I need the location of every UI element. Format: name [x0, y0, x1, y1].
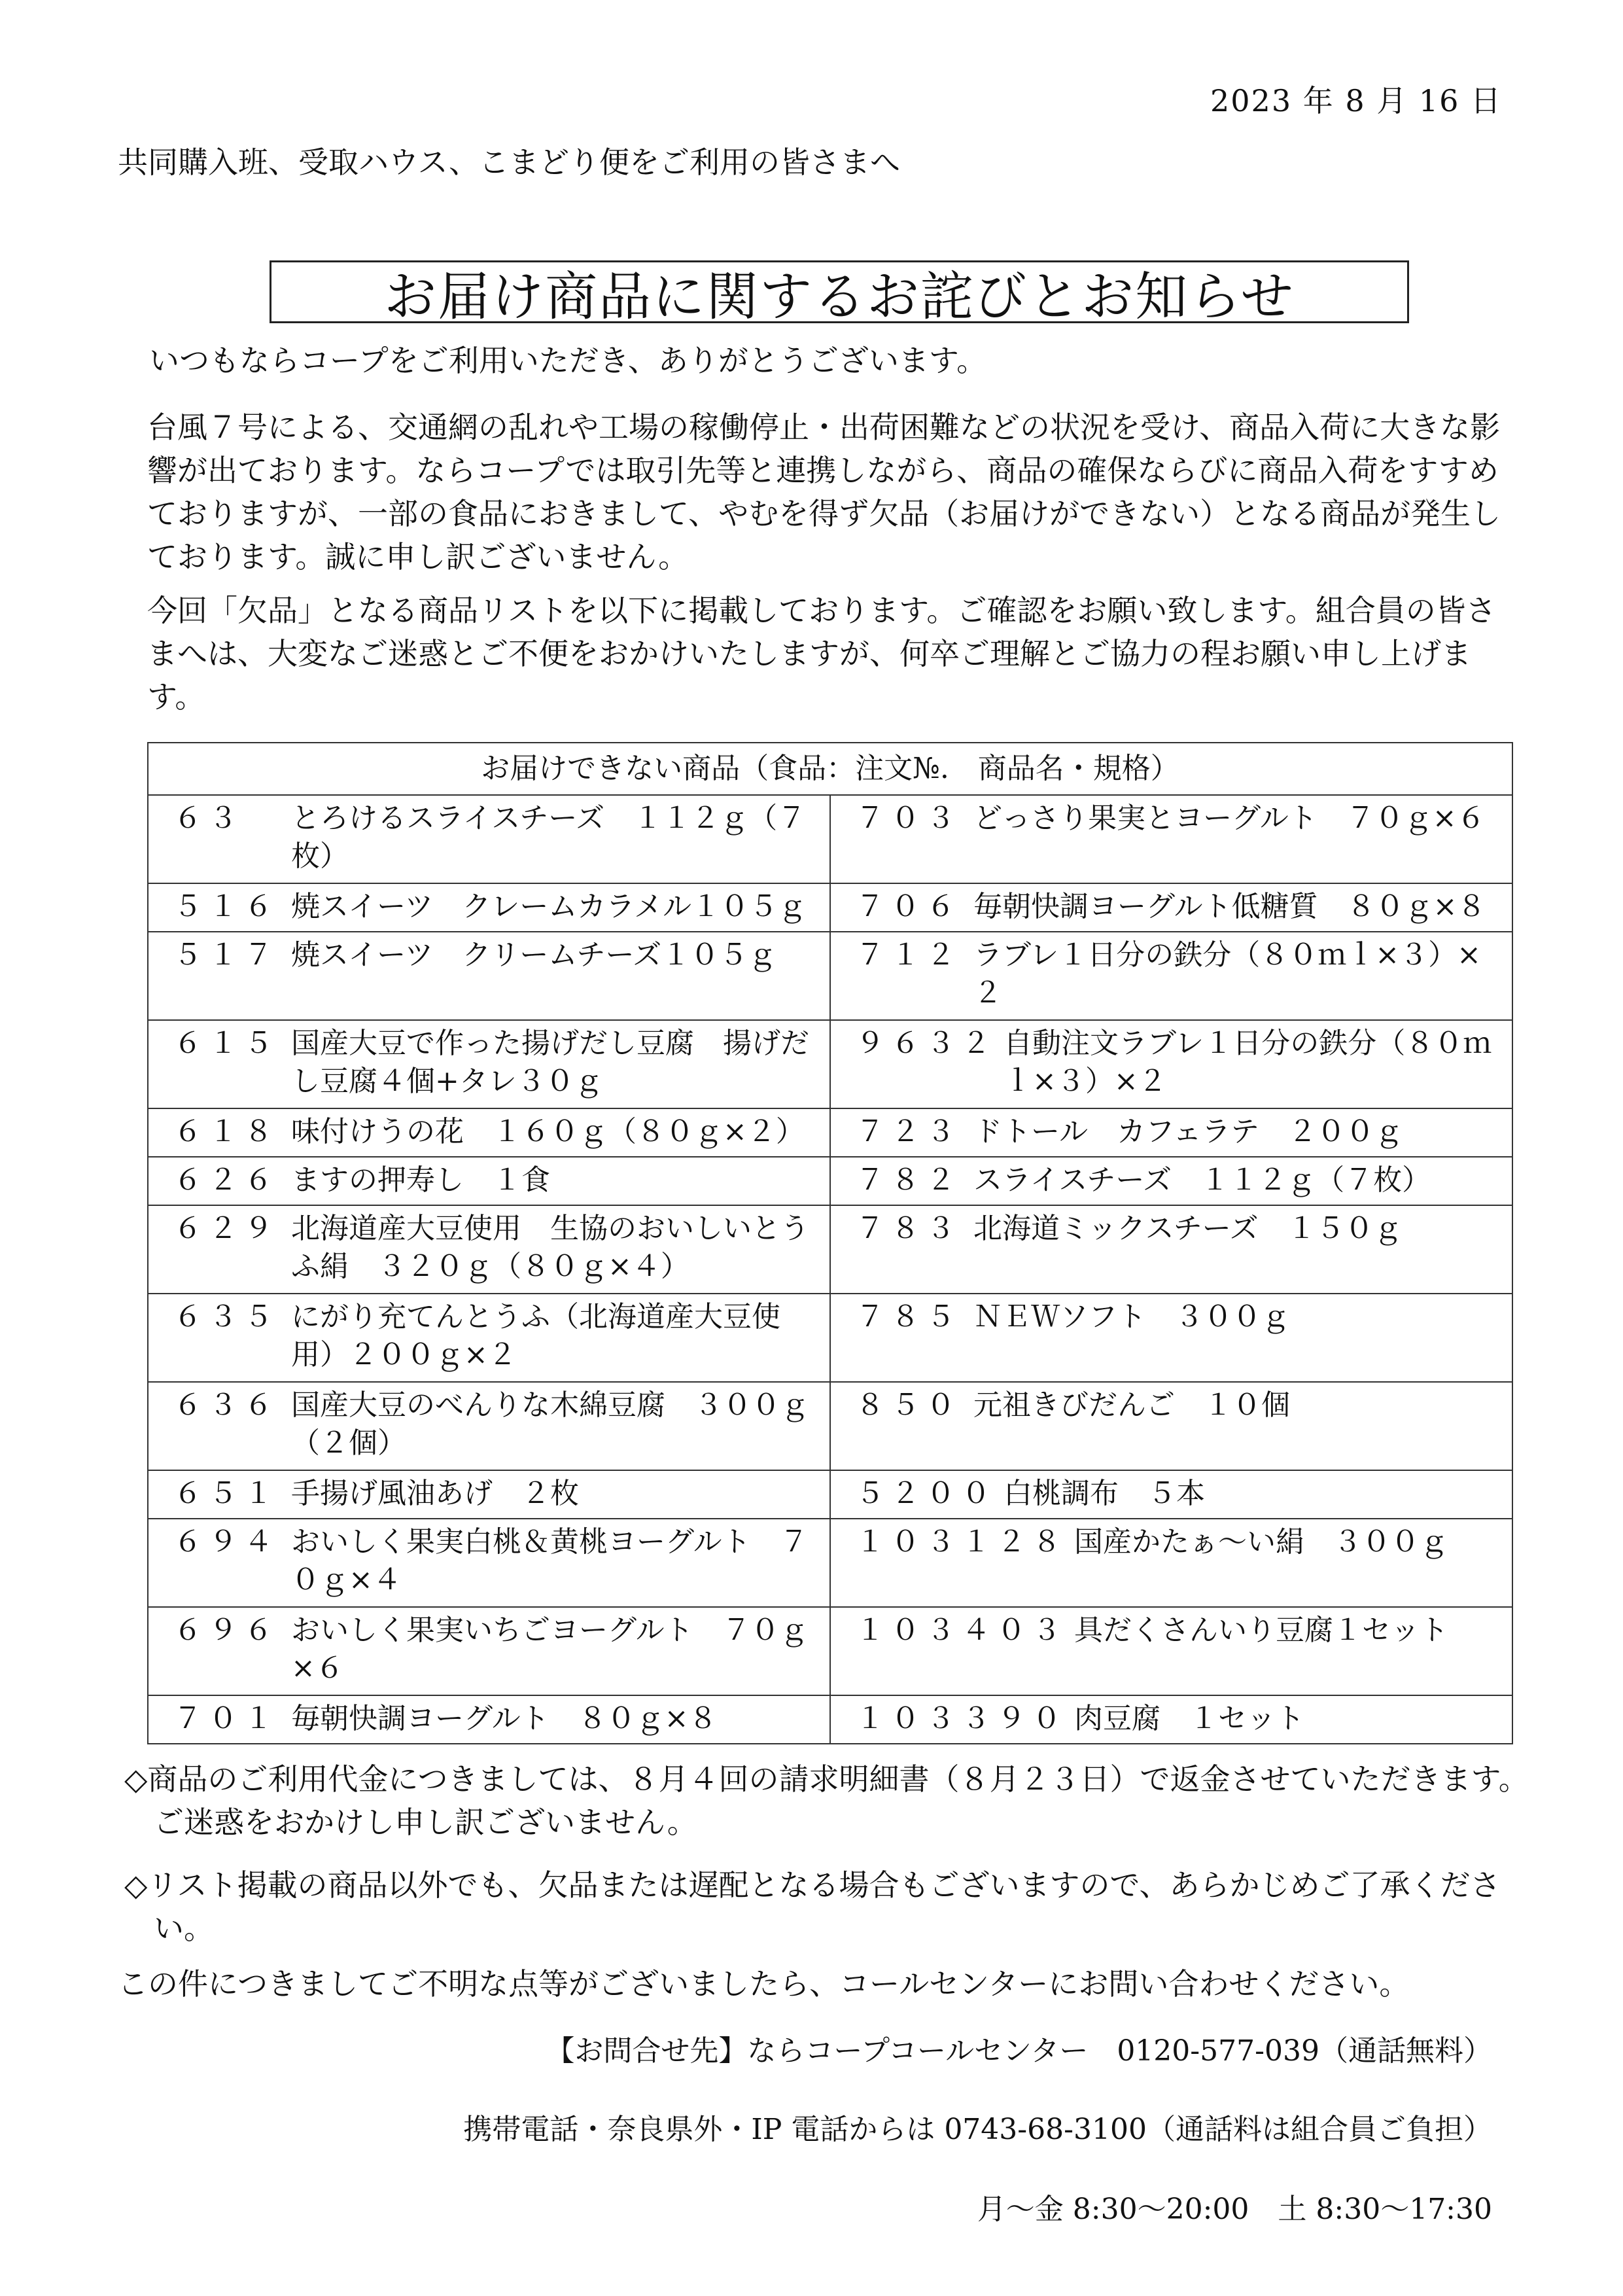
- list-item: [856, 1025, 1500, 1101]
- item-code: ６９６: [173, 1613, 279, 1647]
- item-name: 肉豆腐 １セット: [1074, 1702, 1304, 1736]
- table-row: [148, 1470, 1512, 1519]
- list-item: [173, 1700, 818, 1738]
- greeting-paragraph: いつもならコープをご利用いただき、ありがとうございます。: [149, 343, 987, 378]
- table-row: [148, 1382, 1512, 1470]
- item-name: 手揚げ風油あげ ２枚: [291, 1477, 579, 1511]
- item-cell: [830, 1157, 1512, 1205]
- item-cell: [830, 932, 1512, 1020]
- item-code: ８５０: [856, 1388, 962, 1422]
- refund-note: ◇商品のご利用代金につきましては、８月４回の請求明細書（８月２３日）で返金させていただきます。ご迷惑をおかけし申し訳ございません。: [124, 1761, 1529, 1840]
- list-item: [856, 1700, 1500, 1738]
- item-code: ６５１: [173, 1477, 279, 1511]
- item-cell: [830, 1382, 1512, 1470]
- item-cell: [830, 1607, 1512, 1695]
- item-code: １０３３９０: [856, 1702, 1068, 1736]
- item-name: 焼スイーツ クレームカラメル１０５ｇ: [291, 890, 807, 924]
- table-row: [148, 1695, 1512, 1744]
- item-cell: [830, 1695, 1512, 1744]
- item-cell: [830, 883, 1512, 932]
- table-row: [148, 932, 1512, 1020]
- item-cell: [830, 1470, 1512, 1519]
- item-code: ６３: [173, 802, 244, 835]
- table-row: [148, 1607, 1512, 1695]
- item-name: 北海道ミックスチーズ １５０ｇ: [973, 1211, 1403, 1245]
- item-cell: [830, 1205, 1512, 1294]
- item-code: ６１５: [173, 1027, 279, 1061]
- item-cell: [148, 883, 830, 932]
- table-body: [148, 795, 1512, 1744]
- item-cell: [148, 932, 830, 1020]
- list-item: [856, 1523, 1500, 1561]
- item-code: １０３１２８: [856, 1525, 1068, 1559]
- item-name: おいしく果実白桃＆黄桃ヨーグルト ７０ｇ×４: [291, 1525, 809, 1597]
- item-code: ５１６: [173, 890, 279, 924]
- contact-hours: 月～金 8:30～20:00 土 8:30～17:30: [977, 2193, 1492, 2226]
- contact-call-center: 【お問合せ先】ならコープコールセンター 0120-577-039（通話無料）: [546, 2034, 1492, 2068]
- list-item: [856, 1113, 1500, 1151]
- item-code: ５１７: [173, 938, 279, 972]
- item-name: ラブレ１日分の鉄分（８０ｍｌ×３）×２: [973, 938, 1481, 1010]
- item-cell: [830, 795, 1512, 883]
- item-name: 具だくさんいり豆腐１セット: [1074, 1613, 1448, 1647]
- item-cell: [148, 1020, 830, 1108]
- item-name: ドトール カフェラテ ２００ｇ: [973, 1115, 1403, 1149]
- list-item: [173, 1025, 818, 1101]
- page-title: [270, 260, 1409, 327]
- item-name: おいしく果実いちごヨーグルト ７０ｇ×６: [291, 1613, 809, 1685]
- item-name: ますの押寿し １食: [291, 1163, 550, 1197]
- list-item: [173, 1113, 818, 1151]
- item-code: ６２６: [173, 1163, 279, 1197]
- item-name: 味付けうの花 １６０ｇ（８０ｇ×２）: [291, 1115, 805, 1149]
- item-name: 毎朝快調ヨーグルト低糖質 ８０ｇ×８: [973, 890, 1486, 924]
- item-name: 白桃調布 ５本: [1003, 1477, 1205, 1511]
- list-item: [856, 1298, 1500, 1336]
- table-row: [148, 1205, 1512, 1294]
- list-item: [173, 1210, 818, 1286]
- item-code: ６１８: [173, 1115, 279, 1149]
- item-code: ７０３: [856, 802, 962, 835]
- item-cell: [148, 1607, 830, 1695]
- item-code: ６３５: [173, 1299, 279, 1333]
- item-cell: [148, 1382, 830, 1470]
- item-code: ５２００: [856, 1477, 997, 1511]
- item-name: ＮＥＷソフト ３００ｇ: [973, 1299, 1290, 1333]
- item-name: 北海道産大豆使用 生協のおいしいとうふ絹 ３２０ｇ（８０ｇ×４）: [291, 1211, 809, 1283]
- list-item: [173, 1612, 818, 1687]
- list-item: [173, 1161, 818, 1199]
- item-cell: [148, 795, 830, 883]
- item-code: ７８３: [856, 1211, 962, 1245]
- situation-paragraph: 台風７号による、交通網の乱れや工場の稼働停止・出荷困難などの状況を受け、商品入荷に大きな影響が出ております。ならコープでは取引先等と連携しながら、商品の確保ならびに商品入荷をすすめておりますが、一部の食品におきまして、やむを得ず欠品（お届けができない）となる商品が発生しております。誠に申し訳ございません。: [147, 410, 1501, 574]
- item-code: ６２９: [173, 1211, 279, 1245]
- table-header: お届けできない商品（食品：注文№. 商品名・規格）: [148, 743, 1512, 795]
- item-name: 焼スイーツ クリームチーズ１０５ｇ: [291, 938, 777, 972]
- other-shortage-note: ◇リスト掲載の商品以外でも、欠品または遅配となる場合もございますので、あらかじめご了承ください。: [124, 1867, 1501, 1946]
- list-item: [856, 1161, 1500, 1199]
- item-name: 自動注文ラブレ１日分の鉄分（８０ｍｌ×３）×２: [1003, 1027, 1492, 1099]
- closing-text: この件につきましてご不明な点等がございましたら、コールセンターにお問い合わせください。: [118, 1966, 1410, 2002]
- item-code: ６９４: [173, 1525, 279, 1559]
- contact-mobile: 携帯電話・奈良県外・IP 電話からは 0743-68-3100（通話料は組合員ご負担）: [463, 2113, 1492, 2146]
- item-code: ７２３: [856, 1115, 962, 1149]
- item-name: 国産かたぁ～い絹 ３００ｇ: [1074, 1525, 1448, 1559]
- list-item: [173, 888, 818, 926]
- item-code: ６３６: [173, 1388, 279, 1422]
- document-date: 2023 年 8 月 16 日: [1210, 83, 1502, 118]
- item-cell: [148, 1470, 830, 1519]
- table-row: [148, 1519, 1512, 1607]
- table-row: [148, 1157, 1512, 1205]
- item-cell: [830, 1294, 1512, 1382]
- item-code: ９６３２: [856, 1027, 997, 1061]
- list-item: [856, 1612, 1500, 1650]
- page-title-text: お届け商品に関するお詫びとお知らせ: [384, 266, 1295, 327]
- item-code: ７０６: [856, 890, 962, 924]
- list-item: [856, 1210, 1500, 1248]
- item-name: スライスチーズ １１２ｇ（７枚）: [973, 1163, 1431, 1197]
- table-row: [148, 1108, 1512, 1157]
- item-name: どっさり果実とヨーグルト ７０ｇ×６: [973, 802, 1486, 835]
- addressee: 共同購入班、受取ハウス、こまどり便をご利用の皆さまへ: [118, 145, 900, 180]
- table-row: [148, 1020, 1512, 1108]
- list-item: [173, 1298, 818, 1374]
- item-cell: [148, 1519, 830, 1607]
- table-row: [148, 883, 1512, 932]
- list-item: [173, 1523, 818, 1599]
- item-code: ７０１: [173, 1702, 279, 1736]
- item-name: 毎朝快調ヨーグルト ８０ｇ×８: [291, 1702, 718, 1736]
- item-code: １０３４０３: [856, 1613, 1068, 1647]
- item-name: 国産大豆のべんりな木綿豆腐 ３００ｇ（２個）: [291, 1388, 809, 1460]
- list-item: [173, 800, 818, 875]
- table-row: [148, 1294, 1512, 1382]
- item-cell: [148, 1108, 830, 1157]
- list-item: [856, 1386, 1500, 1424]
- list-item: [856, 936, 1500, 1012]
- list-item: [856, 1475, 1500, 1513]
- unavailable-items-table: [147, 742, 1513, 1744]
- list-item: [856, 800, 1500, 838]
- item-cell: [148, 1157, 830, 1205]
- list-item: [856, 888, 1500, 926]
- item-code: ７８５: [856, 1299, 962, 1333]
- item-name: 元祖きびだんご １０個: [973, 1388, 1290, 1422]
- item-name: とろけるスライスチーズ １１２ｇ（７枚）: [291, 802, 807, 873]
- item-name: にがり充てんとうふ（北海道産大豆使用）２００ｇ×２: [291, 1299, 780, 1371]
- item-cell: [830, 1108, 1512, 1157]
- list-intro-paragraph: 今回「欠品」となる商品リストを以下に掲載しております。ご確認をお願い致します。組合員の皆さまへは、大変なご迷惑とご不便をおかけいたしますが、何卒ご理解とご協力の程お願い申し上げます。: [147, 593, 1496, 715]
- item-code: ７１２: [856, 938, 962, 972]
- list-item: [173, 1386, 818, 1462]
- item-cell: [148, 1695, 830, 1744]
- item-code: ７８２: [856, 1163, 962, 1197]
- item-cell: [830, 1519, 1512, 1607]
- list-item: [173, 1475, 818, 1513]
- table-row: [148, 795, 1512, 883]
- item-name: 国産大豆で作った揚げだし豆腐 揚げだし豆腐４個+タレ３０ｇ: [291, 1027, 809, 1099]
- item-cell: [148, 1294, 830, 1382]
- item-cell: [830, 1020, 1512, 1108]
- list-item: [173, 936, 818, 974]
- item-cell: [148, 1205, 830, 1294]
